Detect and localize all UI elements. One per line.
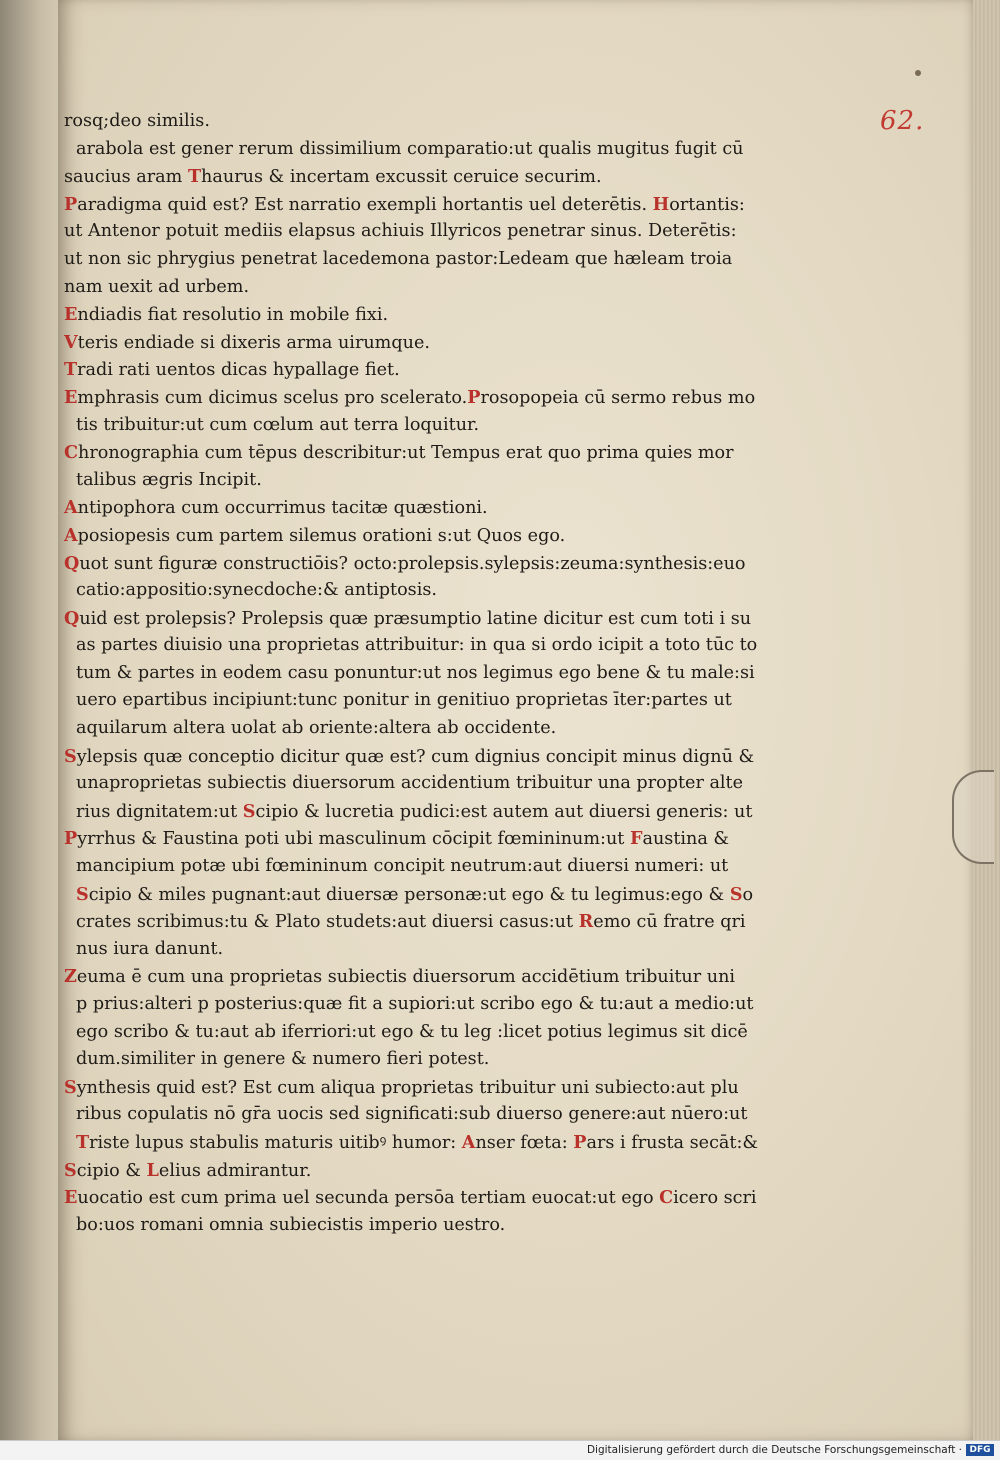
text-run: rosq;deo similis. [64, 111, 210, 131]
text-line [64, 329, 854, 357]
rubricated-initial: S [64, 1159, 77, 1181]
text-line [64, 550, 854, 578]
rubricated-initial: E [64, 1187, 78, 1209]
text-line [64, 743, 854, 771]
text-run: cipio & miles pugnant:aut diuersæ personæ:ut ego & tu legimus:ego & [88, 884, 730, 905]
text-line [64, 439, 854, 467]
rubricated-initial: A [64, 524, 78, 546]
incunable-text-block [64, 108, 854, 1239]
rubricated-initial: H [652, 193, 670, 215]
text-line [64, 770, 854, 798]
text-run: dum.similiter in genere & numero fieri potest. [76, 1049, 490, 1070]
text-run: elius admirantur. [158, 1160, 312, 1181]
text-run: uocatio est cum prima uel secunda persōa tertiam euocat:ut ego [77, 1188, 660, 1209]
text-run: nam uexit ad urbem. [64, 276, 250, 297]
text-run: as partes diuisio una proprietas attribuitur: in qua si ordo icipit a toto tūc to [76, 635, 758, 656]
text-run: p prius:alteri p posterius:quæ fit a supiori:ut scribo ego & tu:aut a medio:ut [76, 994, 754, 1014]
text-line [64, 715, 854, 743]
text-run: uid est prolepsis? Prolepsis quæ præsumptio latine dicitur est cum toti i su [79, 608, 752, 629]
rubricated-initial: E [64, 386, 78, 408]
text-line [64, 632, 854, 660]
text-run: aquilarum altera uolat ab oriente:altera ab occidente. [76, 718, 557, 739]
text-line [64, 218, 854, 246]
text-line [64, 522, 854, 550]
text-run: posiopesis cum partem silemus orationi s:ut Quos ego. [77, 525, 566, 546]
text-line [64, 825, 854, 853]
text-line [64, 1212, 854, 1240]
text-run: ut non sic phrygius penetrat lacedemona pastor:Ledeam que hæleam troia [64, 248, 733, 269]
text-line [64, 384, 854, 412]
bookmark-clip [952, 770, 994, 864]
text-line [64, 605, 854, 633]
text-run: icero scri [673, 1188, 757, 1209]
text-run: uero epartibus incipiunt:tunc ponitur in genitiuo proprietas īter:partes ut [76, 690, 732, 711]
rubricated-initial: S [64, 1076, 77, 1098]
dfg-logo: DFG [966, 1444, 994, 1456]
text-line [64, 687, 854, 715]
text-line [64, 660, 854, 688]
text-run: catio:appositio:synecdoche:& antiptosis. [76, 580, 437, 601]
rubricated-initial: V [64, 331, 78, 353]
text-run: rosopopeia cū sermo rebus mo [480, 387, 756, 408]
text-run: ego scribo & tu:aut ab iferriori:ut ego & tu leg :licet potius legimus sit dicē [76, 1021, 748, 1042]
text-line [64, 1129, 854, 1157]
rubricated-initial: P [64, 193, 78, 215]
text-run: euma ē cum una proprietas subiectis diuersorum accidētium tribuitur uni [76, 967, 736, 988]
text-line [64, 136, 854, 164]
text-line [64, 1101, 854, 1129]
page-stack-edges [973, 0, 1000, 1440]
text-run: arabola est gener rerum dissimilium comparatio:ut qualis mugitus fugit cū [76, 138, 744, 159]
text-line [64, 274, 854, 302]
text-run: ylepsis quæ conceptio dicitur quæ est? cum dignius concipit minus dignū & [76, 746, 755, 767]
dfg-credit: Digitalisierung gefördert durch die Deutsche Forschungsgemeinschaft · [586, 1444, 962, 1456]
text-run: crates scribimus:tu & Plato studets:aut diuersi casus:ut [76, 912, 579, 933]
rubricated-initial: S [76, 883, 89, 905]
ink-stain [915, 70, 921, 76]
text-line [64, 356, 854, 384]
text-run: o [742, 884, 754, 905]
rubricated-initial: Z [64, 966, 77, 988]
text-run: ut Antenor potuit mediis elapsus achiuis Illyricos penetrar sinus. Deterētis: [64, 221, 737, 242]
text-run: ndiadis fiat resolutio in mobile fixi. [77, 305, 389, 326]
text-run: hronographia cum tēpus describitur:ut Tempus erat quo prima quies mor [78, 443, 734, 464]
text-line [64, 1046, 854, 1074]
text-line [64, 881, 854, 909]
text-run: riste lupus stabulis maturis uitibꝰ humor: [89, 1132, 462, 1153]
text-run: ortantis: [669, 194, 745, 215]
text-run: tum & partes in eodem casu ponuntur:ut nos legimus ego bene & tu male:si [76, 662, 755, 683]
text-run: uot sunt figuræ constructiōis? octo:prolepsis.sylepsis:zeuma:synthesis:euo [79, 553, 746, 574]
text-run: emo cū fratre qri [593, 912, 746, 933]
text-line [64, 191, 854, 219]
text-run: ntipophora cum occurrimus tacitæ quæstioni. [77, 498, 488, 519]
text-line [64, 991, 854, 1019]
text-line [64, 1157, 854, 1185]
folio-number: 62. [880, 106, 925, 136]
text-line [64, 577, 854, 605]
text-run: cipio & [76, 1160, 147, 1181]
rubricated-initial: Q [64, 607, 80, 629]
text-run: nser fœta: [475, 1132, 574, 1153]
text-run: saucius aram [64, 167, 188, 188]
rubricated-initial: A [461, 1131, 476, 1153]
text-line [64, 108, 854, 136]
text-line [64, 1184, 854, 1212]
text-line [64, 1019, 854, 1047]
text-run: yrrhus & Faustina poti ubi masculinum cōcipit fœmininum:ut [77, 829, 630, 850]
text-run: ars i frusta secāt:& [586, 1132, 759, 1153]
rubricated-initial: S [242, 800, 256, 822]
rubricated-initial: R [578, 911, 594, 933]
rubricated-initial: E [64, 304, 78, 326]
text-run: mancipium potæ ubi fœmininum concipit neutrum:aut diuersi numeri: ut [76, 856, 729, 877]
text-run: tis tribuitur:ut cum cœlum aut terra loquitur. [76, 414, 480, 435]
text-run: ribus copulatis nō gr̄a uocis sed significati:sub diuerso genere:aut nūero:ut [76, 1104, 748, 1125]
text-run: haurus & incertam excussit ceruice securim. [201, 167, 602, 188]
rubricated-initial: T [64, 359, 78, 381]
rubricated-initial: L [146, 1159, 159, 1181]
rubricated-initial: C [64, 442, 79, 464]
text-run: ynthesis quid est? Est cum aliqua proprietas tribuitur uni subiecto:aut plu [76, 1077, 739, 1098]
text-line [64, 301, 854, 329]
text-line [64, 246, 854, 274]
text-run: cipio & lucretia pudici:est autem aut diuersi generis: ut [255, 801, 753, 822]
text-run: unaproprietas subiectis diuersorum accidentium tribuitur una propter alte [76, 773, 744, 794]
rubricated-initial: P [467, 386, 481, 408]
rubricated-initial: A [64, 497, 78, 519]
text-line [64, 163, 854, 191]
text-run: rius dignitatem:ut [76, 801, 243, 822]
rubricated-initial: T [187, 166, 202, 188]
text-line [64, 1074, 854, 1102]
rubricated-initial: P [573, 1131, 587, 1153]
text-line [64, 494, 854, 522]
text-run: talibus ægris Incipit. [76, 469, 262, 490]
text-run: radi rati uentos dicas hypallage fiet. [77, 360, 400, 381]
rubricated-initial: S [729, 883, 743, 905]
text-line [64, 936, 854, 964]
text-run: bo:uos romani omnia subiecistis imperio uestro. [76, 1214, 506, 1235]
rubricated-initial: S [64, 745, 77, 767]
rubricated-initial: Q [64, 552, 80, 574]
text-run: teris endiade si dixeris arma uirumque. [77, 332, 430, 353]
text-line [64, 963, 854, 991]
rubricated-initial: T [76, 1131, 90, 1153]
text-run: aradigma quid est? Est narratio exempli hortantis uel deterētis. [77, 194, 653, 215]
text-run: nus iura danunt. [76, 938, 224, 959]
text-line [64, 412, 854, 440]
footer-bar [0, 1440, 1000, 1460]
text-run: mphrasis cum dicimus scelus pro scelerato. [77, 387, 468, 408]
text-line [64, 467, 854, 495]
rubricated-initial: C [659, 1187, 674, 1209]
rubricated-initial: F [629, 828, 643, 850]
text-line [64, 853, 854, 881]
text-line [64, 908, 854, 936]
rubricated-initial: P [64, 828, 78, 850]
text-run: austina & [642, 829, 730, 850]
text-line [64, 798, 854, 826]
